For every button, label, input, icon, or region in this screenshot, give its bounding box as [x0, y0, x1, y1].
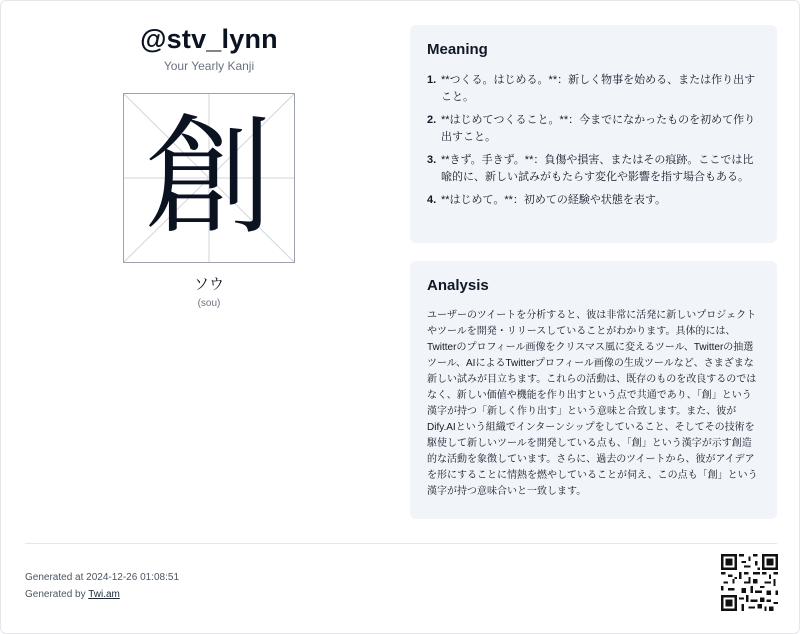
analysis-panel — [410, 261, 777, 519]
username: @stv_lynn — [140, 24, 278, 54]
twiam-link[interactable]: Twi.am — [88, 589, 120, 600]
profile-column — [25, 21, 393, 309]
generated-at: Generated at 2024-12-26 01:08:51 — [25, 572, 180, 583]
meaning-panel — [410, 25, 777, 243]
kanji-character: 創 — [144, 103, 273, 252]
list-item-text: **つくる。はじめる。**：新しく物事を始める、または作り出すこと。 — [441, 74, 756, 103]
footer — [25, 569, 179, 603]
analysis-text: ユーザーのツイートを分析すると、彼は非常に活発に新しいプロジェクトやツールを開発・リリースしていることがわかります。具体的には、Twitterのプロフィール画像をクリスマス風に変えるツール、Twitterの抽選ツール、AIによるTwitterプロフィール画像の生成ツールなど、さまざまな新しい試みが目立ちます。これらの活動は、既存のものを改良するのではなく、新しい価値や機能を作り出すという点で共通であり、「創」という漢字が持つ「新しく作り出す」という意味と合致します。また、彼がDify.AIという組織でインターンシップをしていること、そしてその技術を駆使して新しいツールを開発している点も、「創」という漢字が示す創造的な活動を象徴しています。さらに、過去のツイートから、彼がアイデアを形にすることに情熱を燃やしていることが伺え、この点も「創」という漢字が持つ意味合いと一致します。 — [427, 310, 758, 497]
meaning-title: Meaning — [427, 41, 488, 58]
list-item — [427, 112, 760, 146]
footer-divider — [25, 543, 777, 544]
list-item — [427, 192, 760, 209]
generated-by — [25, 586, 179, 603]
list-item-number: 1. — [427, 74, 437, 86]
kanji-reading: ソウ — [193, 276, 224, 293]
meaning-list — [427, 72, 760, 209]
list-item-text: **はじめて。**：初めての経験や状態を表す。 — [441, 194, 667, 206]
list-item-text: **きず。手きず。**：負傷や損害、またはその痕跡。ここでは比喩的に、新しい試みがもたらす変化や影響を指す場合もある。 — [441, 154, 754, 183]
list-item — [427, 152, 760, 186]
list-item — [427, 72, 760, 106]
list-item-number: 3. — [427, 154, 437, 166]
kanji-grid-box — [123, 93, 295, 263]
list-item-number: 4. — [427, 194, 437, 206]
generated-by-prefix: Generated by — [25, 589, 89, 600]
list-item-text: **はじめてつくること。**：今までになかったものを初めて作り出すこと。 — [441, 114, 756, 143]
list-item-number: 2. — [427, 114, 437, 126]
analysis-title: Analysis — [427, 277, 489, 294]
qr-code-icon — [721, 554, 778, 611]
subtitle: Your Yearly Kanji — [163, 59, 255, 73]
kanji-romaji: (sou) — [197, 298, 221, 309]
